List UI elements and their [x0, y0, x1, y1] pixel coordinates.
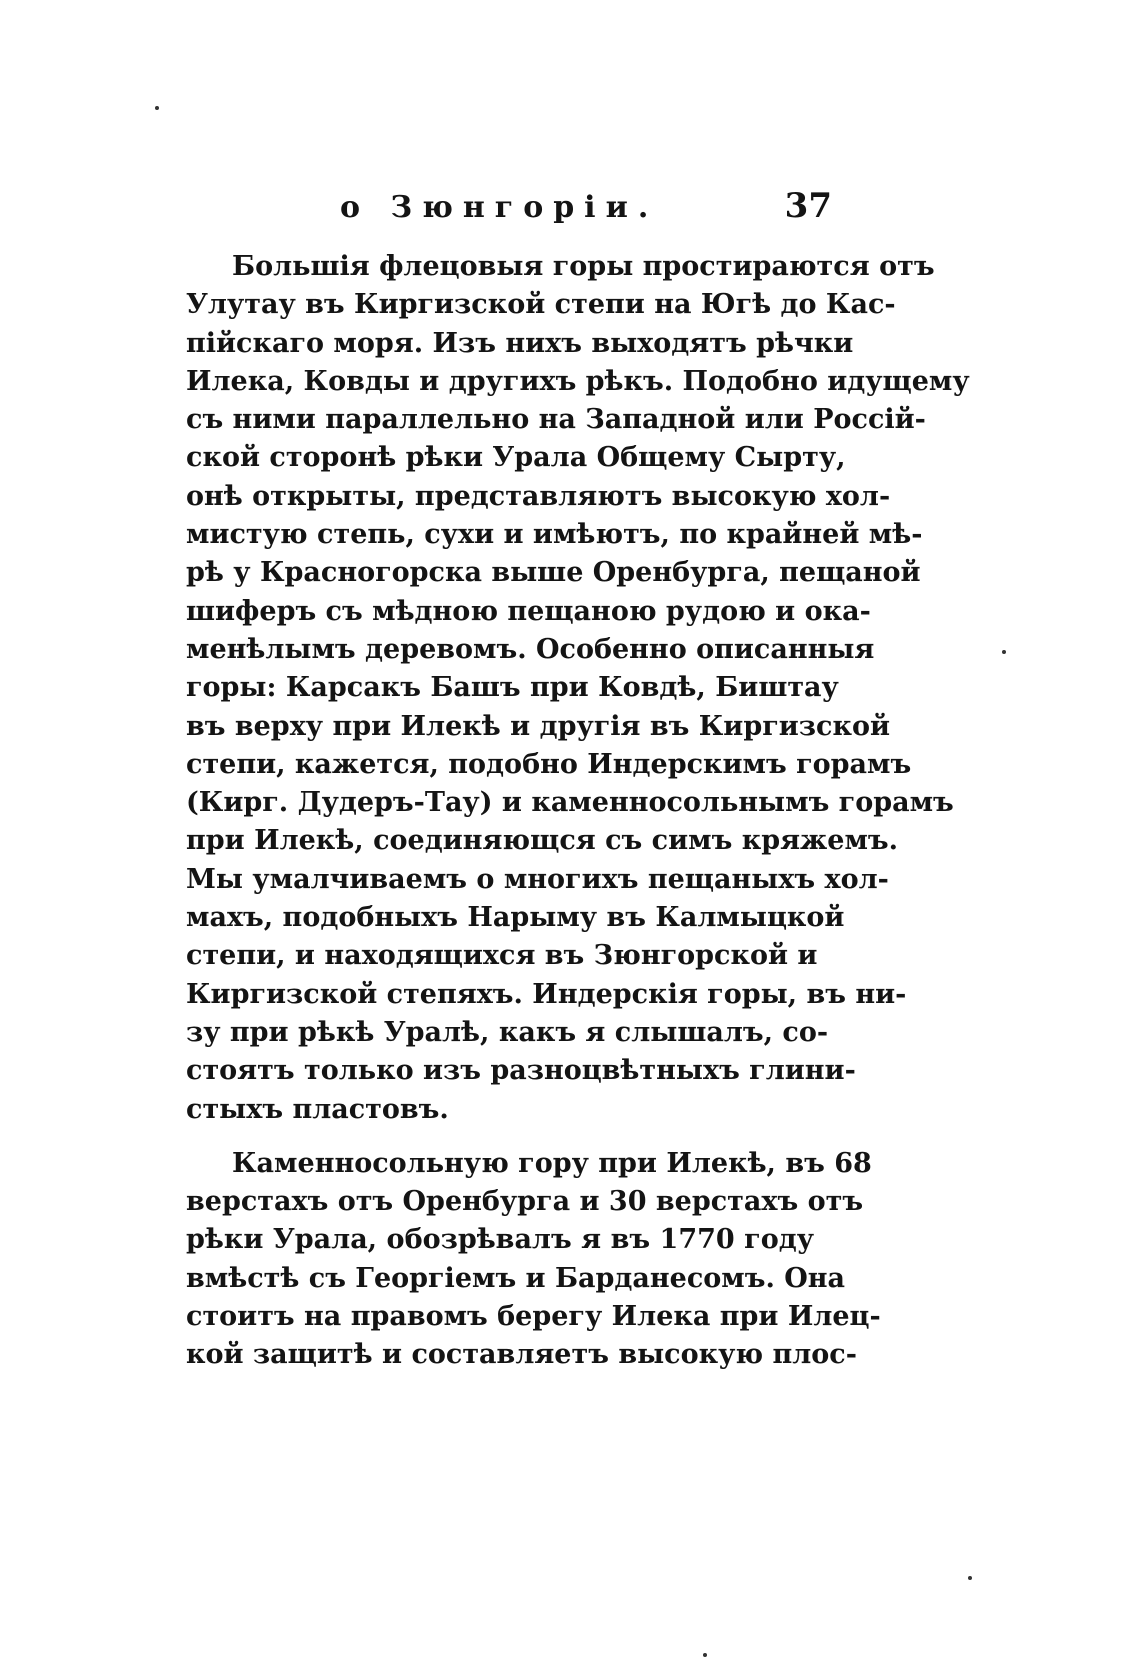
text-line: степи, и находящихся въ Зюнгорской и [186, 940, 818, 972]
text-line: пійскаго моря. Изъ нихъ выходятъ рѣчки [186, 327, 854, 359]
text-line: степи, кажется, подобно Индерскимъ горамъ [186, 748, 912, 780]
text-line: Мы умалчиваемъ о многихъ пещаныхъ хол- [186, 863, 889, 895]
text-line: мистую степь, сухи и имѣютъ, по крайней мѣ- [186, 519, 923, 551]
text-line: съ ними параллельно на Западной или Россій- [186, 404, 926, 436]
scan-speck [703, 1653, 707, 1657]
text-line: стоитъ на правомъ берегу Илека при Илец- [186, 1301, 881, 1333]
text-line: Улутау въ Киргизской степи на Югѣ до Кас- [186, 289, 896, 321]
text-line: въ верху при Илекѣ и другія въ Киргизской [186, 710, 890, 742]
scan-speck [968, 1576, 972, 1580]
paragraph-2 [186, 1145, 881, 1375]
page-header [340, 186, 832, 234]
scan-speck [1002, 650, 1006, 654]
text-line: Илека, Ковды и другихъ рѣкъ. Подобно идущему [186, 365, 970, 397]
text-line: рѣки Урала, обозрѣвалъ я въ 1770 году [186, 1224, 814, 1256]
scan-speck [155, 106, 159, 110]
page-number: 37 [784, 186, 832, 226]
text-line: ской сторонѣ рѣки Урала Общему Сырту, [186, 442, 846, 474]
text-line: стоятъ только изъ разноцвѣтныхъ глини- [186, 1055, 856, 1087]
text-line: кой защитѣ и составляетъ высокую плос- [186, 1339, 857, 1371]
text-line: Большія флецовыя горы простираются отъ [232, 251, 935, 282]
text-line: махъ, подобныхъ Нарыму въ Калмыцкой [186, 902, 845, 934]
text-line: Каменносольную гору при Илекѣ, въ 68 [232, 1147, 872, 1179]
text-line: (Кирг. Дудеръ-Тау) и каменносольнымъ горамъ [186, 787, 954, 819]
text-line: рѣ у Красногорска выше Оренбурга, пещаной [186, 557, 921, 589]
paragraph-1 [186, 248, 970, 1129]
text-line: стыхъ пластовъ. [186, 1093, 449, 1125]
running-title: о Зюнгоріи. [340, 190, 659, 225]
text-line: горы: Карсакъ Башъ при Ковдѣ, Биштау [186, 672, 839, 704]
text-line: шиферъ съ мѣдною пещаною рудою и ока- [186, 595, 871, 627]
text-line: менѣлымъ деревомъ. Особенно описанныя [186, 633, 875, 665]
text-line: Киргизской степяхъ. Индерскія горы, въ ни- [186, 978, 907, 1010]
text-line: вмѣстѣ съ Георгіемъ и Барданесомъ. Она [186, 1262, 846, 1294]
text-line: онѣ открыты, представляютъ высокую хол- [186, 480, 891, 512]
body-text [186, 248, 970, 1375]
text-line: при Илекѣ, соединяющся съ симъ кряжемъ. [186, 825, 899, 857]
text-line: зу при рѣкѣ Уралѣ, какъ я слышалъ, со- [186, 1016, 829, 1048]
text-line: верстахъ отъ Оренбурга и 30 верстахъ отъ [186, 1186, 864, 1218]
